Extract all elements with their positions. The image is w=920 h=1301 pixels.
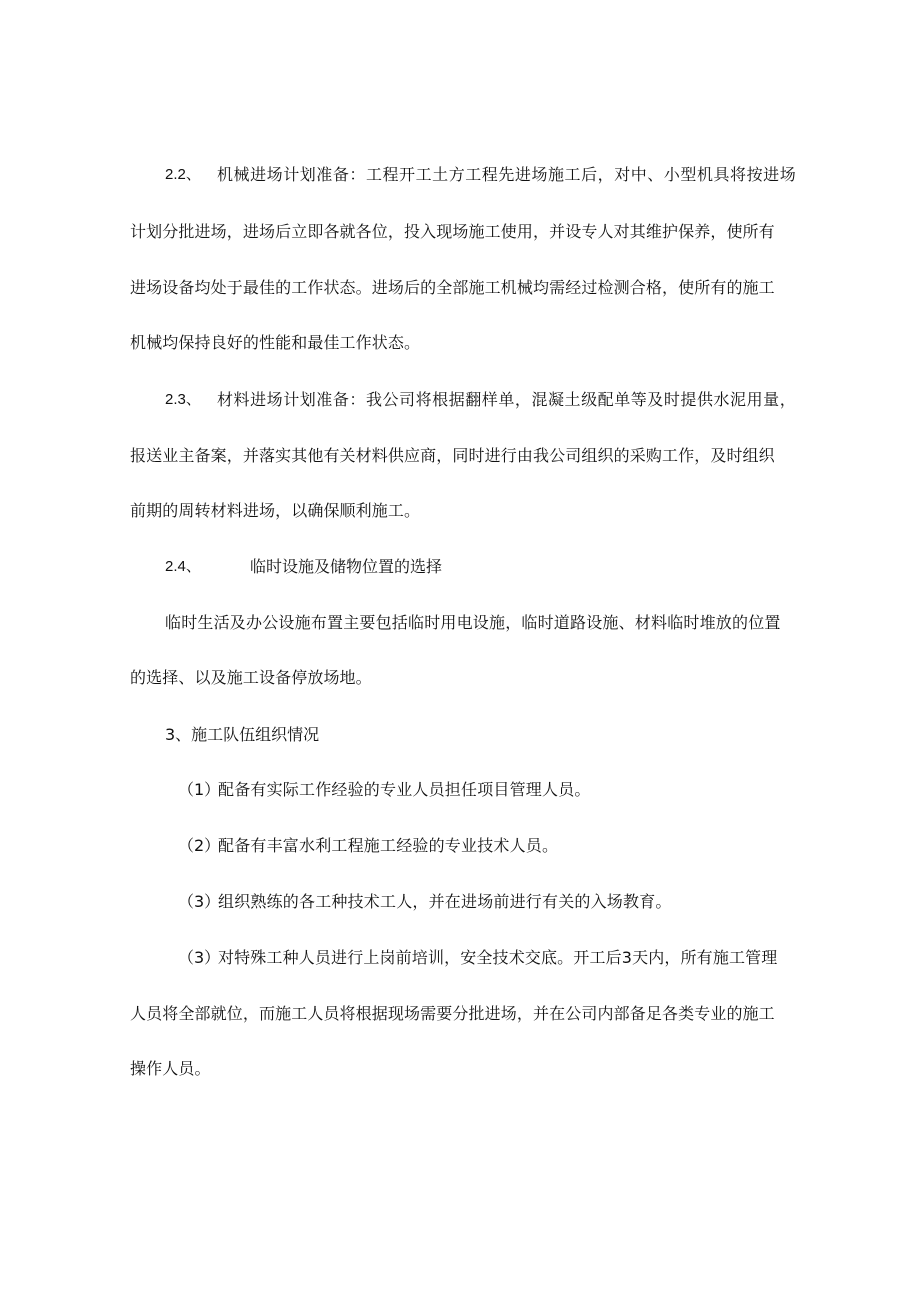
section-2-2-text-4: 机械均保持良好的性能和最佳工作状态。: [130, 333, 421, 352]
item-4-continuation-2: 操作人员。: [130, 1059, 211, 1078]
section-2-4-text-1: 临时生活及办公设施布置主要包括临时用电设施，临时道路设施、材料临时堆放的位置: [165, 613, 781, 632]
section-2-2-text-1: 机械进场计划准备：工程开工土方工程先进场施工后，对中、小型机具将按进场: [217, 165, 797, 184]
item-3-text: 组织熟练的各工种技术工人，并在进场前进行有关的入场教育。: [218, 892, 672, 911]
section-2-2-text-2: 计划分批进场，进场后立即各就各位，投入现场施工使用，并设专人对其维护保养，使所有: [130, 222, 775, 241]
item-4-marker: （3）: [178, 948, 221, 967]
item-1-text: 配备有实际工作经验的专业人员担任项目管理人员。: [218, 780, 591, 799]
item-4-continuation-1: 人员将全部就位，而施工人员将根据现场需要分批进场，并在公司内部备足各类专业的施工: [130, 1004, 775, 1023]
section-2-2-text-3: 进场设备均处于最佳的工作状态。进场后的全部施工机械均需经过检测合格，使所有的施工: [130, 278, 775, 297]
section-2-3-text-2: 报送业主备案，并落实其他有关材料供应商，同时进行由我公司组织的采购工作，及时组织: [130, 446, 775, 465]
item-1-marker: （1）: [178, 780, 221, 799]
section-2-3-number: 2.3、: [165, 391, 201, 408]
section-2-2-number: 2.2、: [165, 166, 201, 183]
section-2-4-title: 临时设施及储物位置的选择: [250, 557, 443, 576]
section-2-4-number: 2.4、: [165, 558, 201, 575]
section-2-3-text-1: 材料进场计划准备：我公司将根据翻样单，混凝土级配单等及时提供水泥用量，: [217, 390, 797, 409]
section-2-4-text-2: 的选择、以及施工设备停放场地。: [130, 668, 372, 687]
section-3-heading: 3、施工队伍组织情况: [165, 725, 320, 744]
item-2-text: 配备有丰富水利工程施工经验的专业技术人员。: [218, 836, 559, 855]
item-2-marker: （2）: [178, 836, 221, 855]
item-4-text: 对特殊工种人员进行上岗前培训，安全技术交底。开工后3天内，所有施工管理: [218, 948, 778, 967]
section-2-3-text-3: 前期的周转材料进场，以确保顺利施工。: [130, 501, 421, 520]
item-3-marker: （3）: [178, 892, 221, 911]
